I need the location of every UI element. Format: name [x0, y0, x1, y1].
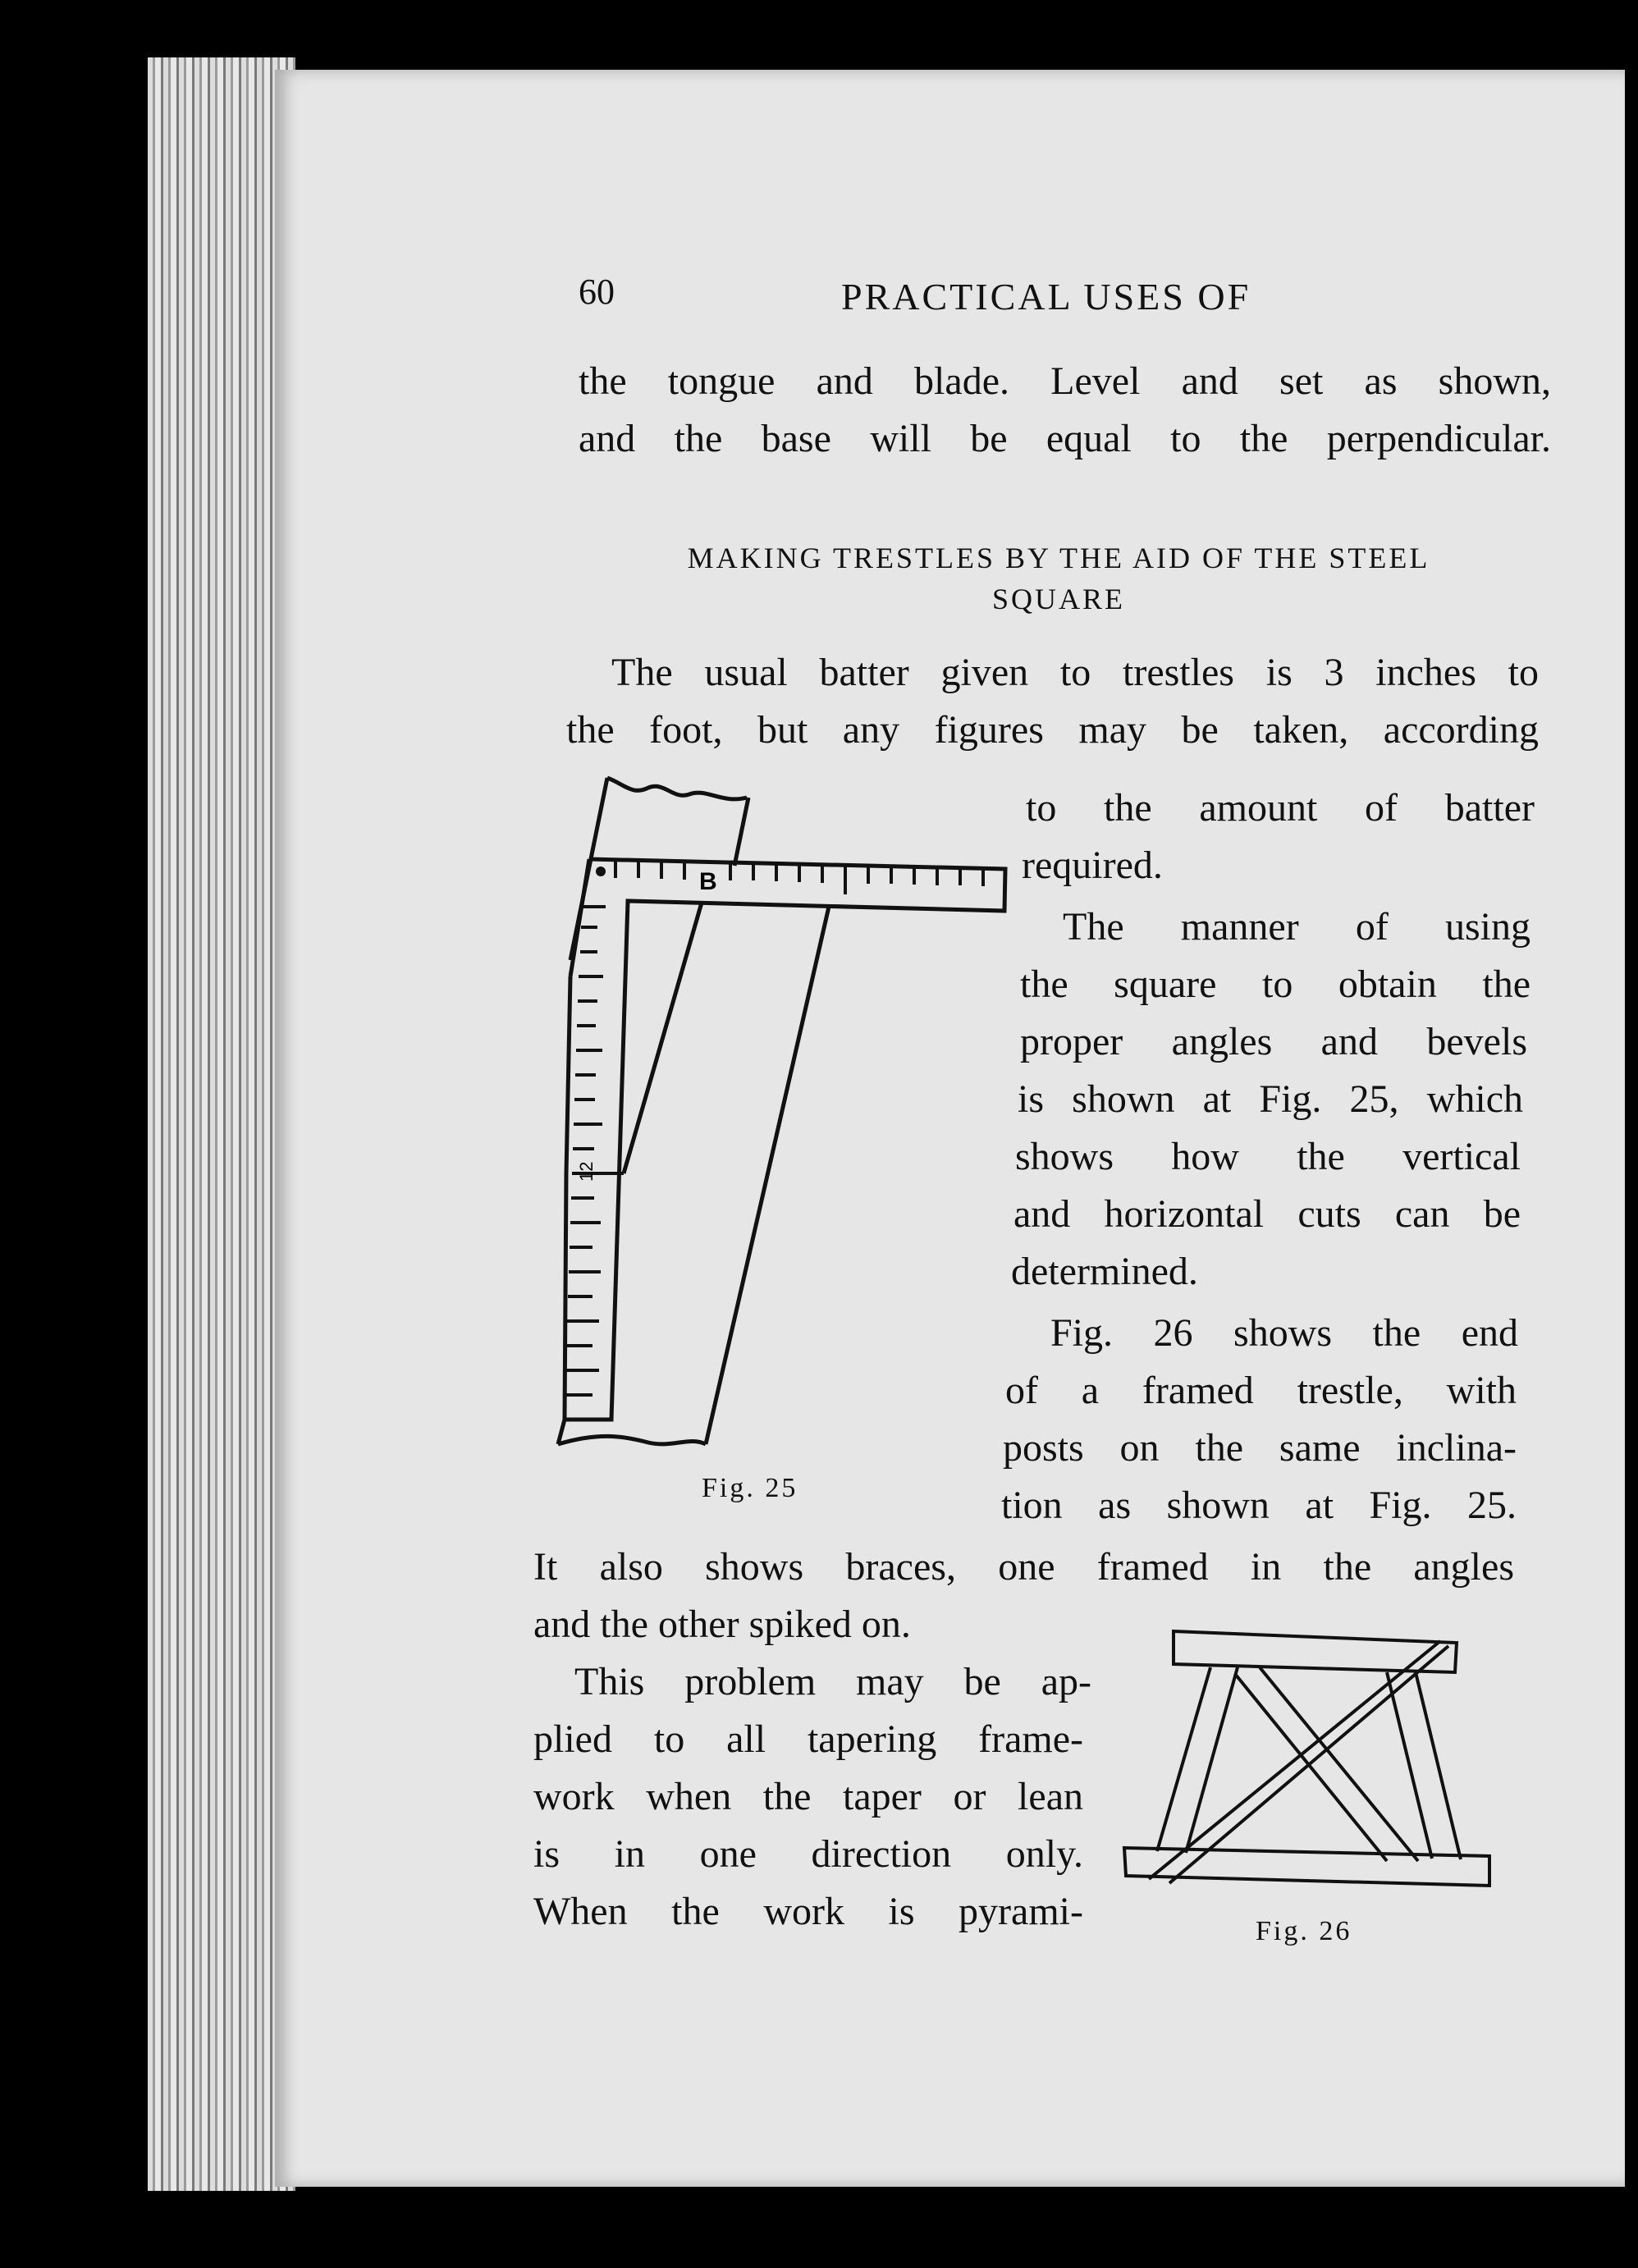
section-heading	[611, 537, 1506, 620]
body-line: Fig. 26 shows the end	[1050, 1311, 1518, 1355]
page-number: 60	[579, 272, 615, 312]
body-line: When the work is pyrami-	[533, 1890, 1083, 1933]
body-line: and the base will be equal to the perpendicular.	[579, 417, 1551, 460]
book-page-edges	[148, 57, 295, 2191]
body-line: proper angles and bevels	[1020, 1020, 1527, 1063]
body-line: tion as shown at Fig. 25.	[1001, 1484, 1517, 1527]
body-line: The manner of using	[1063, 905, 1530, 949]
body-line: to the amount of batter	[1026, 786, 1535, 830]
section-heading-line: MAKING TRESTLES BY THE AID OF THE STEEL	[687, 542, 1430, 574]
body-line: shows how the vertical	[1015, 1135, 1521, 1178]
body-line: posts on the same inclina-	[1003, 1426, 1517, 1470]
body-line: This problem may be ap-	[574, 1660, 1091, 1703]
body-line: of a framed trestle, with	[1005, 1369, 1517, 1412]
body-line: plied to all tapering frame-	[533, 1717, 1083, 1761]
running-title: PRACTICAL USES OF	[841, 276, 1251, 318]
running-head	[579, 271, 1588, 328]
body-line: and the other spiked on.	[533, 1603, 911, 1646]
body-line: is shown at Fig. 25, which	[1018, 1077, 1523, 1121]
figure-26-caption: Fig. 26	[1256, 1916, 1352, 1946]
body-line: is in one direction only.	[533, 1832, 1083, 1876]
body-line: The usual batter given to trestles is 3 inches to	[611, 651, 1539, 694]
body-line: and horizontal cuts can be	[1013, 1192, 1521, 1236]
figure-26-framed-trestle	[1116, 1625, 1502, 1920]
figure-25-steel-square	[533, 763, 1026, 1469]
figure-25-label-b: B	[699, 868, 717, 895]
body-line: It also shows braces, one framed in the angles	[533, 1545, 1514, 1589]
body-line: required.	[1022, 844, 1163, 887]
figure-25-caption: Fig. 25	[702, 1473, 798, 1503]
body-line: determined.	[1011, 1250, 1198, 1293]
body-line: the square to obtain the	[1020, 963, 1530, 1006]
section-heading-line: SQUARE	[991, 583, 1126, 615]
figure-25-label-12: 12	[576, 1161, 597, 1182]
body-line: work when the taper or lean	[533, 1775, 1083, 1818]
body-line: the foot, but any figures may be taken, according	[566, 708, 1539, 752]
body-line: the tongue and blade. Level and set as shown,	[579, 359, 1551, 403]
